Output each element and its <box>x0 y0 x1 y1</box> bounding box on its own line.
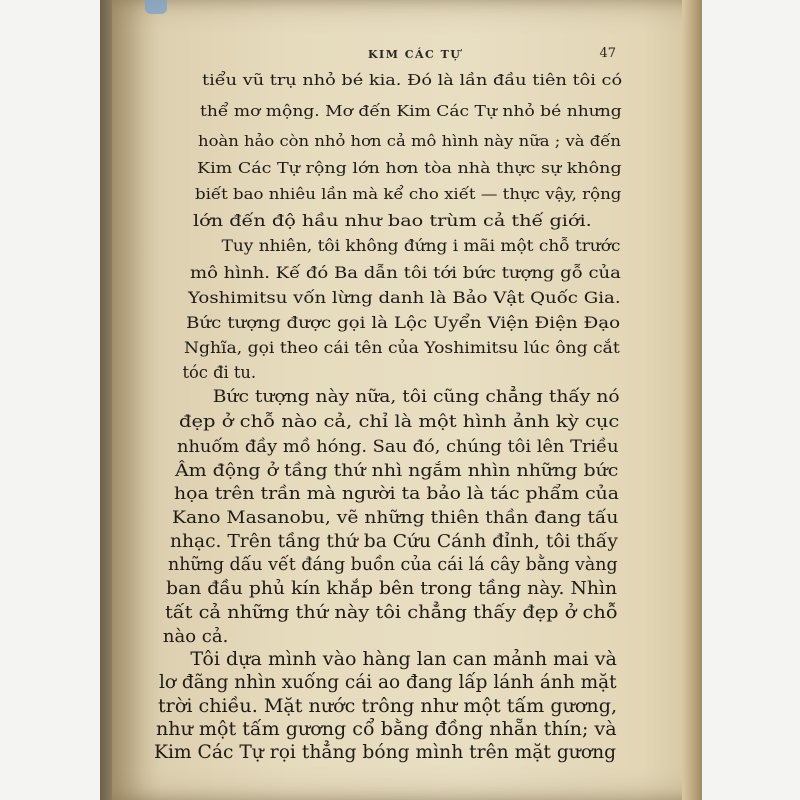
page-number: 47 <box>599 46 616 61</box>
text-line: tóc đi tu. <box>182 362 257 382</box>
text-line: Yoshimitsu vốn lừng danh là Bảo Vật Quốc Gia. <box>187 288 621 308</box>
text-line: Kim Các Tự rọi thẳng bóng mình trên mặt gương <box>154 742 617 763</box>
text-line: Kano Masanobu, vẽ những thiên thần đang tấu <box>171 507 619 528</box>
text-line: mô hình. Kế đó Ba dẫn tôi tới bức tượng gỗ của <box>189 262 621 282</box>
text-line: đẹp ở chỗ nào cả, chỉ là một hình ảnh kỳ cục <box>178 411 620 431</box>
blue-tab-corner <box>145 0 167 14</box>
text-line: như một tấm gương cổ bằng đồng nhẵn thín; và <box>155 718 617 740</box>
text-line: ban đầu phủ kín khắp bên trong tầng này. Nhìn <box>166 578 618 599</box>
text-line: nhạc. Trên tầng thứ ba Cứu Cánh đỉnh, tôi thấy <box>170 531 618 552</box>
text-line: lơ đãng nhìn xuống cái ao đang lấp lánh ánh mặt <box>159 672 617 694</box>
page-header <box>160 44 630 66</box>
text-line: Bức tượng được gọi là Lộc Uyển Viện Điện Đạo <box>186 313 621 333</box>
text-line: nhuốm đầy mồ hóng. Sau đó, chúng tôi lên Triều <box>177 435 619 456</box>
text-line: Tôi dựa mình vào hàng lan can mảnh mai và <box>190 649 617 671</box>
text-line: Kim Các Tự rộng lớn hơn tòa nhà thực sự không <box>196 158 622 177</box>
text-line: Âm động ở tầng thứ nhì ngắm nhìn những bức <box>175 459 619 480</box>
text-line: lớn đến độ hầu như bao trùm cả thế giới. <box>193 211 592 230</box>
running-title: KIM CÁC TỰ <box>368 48 462 61</box>
text-line: những dấu vết đáng buồn của cái lá cây bằng vàng <box>168 555 618 576</box>
text-line: hoàn hảo còn nhỏ hơn cả mô hình này nữa ; và đến <box>198 131 622 150</box>
text-line: thể mơ mộng. Mơ đến Kim Các Tự nhỏ bé nhưng <box>200 103 622 121</box>
text-line: tiểu vũ trụ nhỏ bé kia. Đó là lần đầu tiên tôi có <box>202 72 623 89</box>
text-line: Tuy nhiên, tôi không đứng i mãi một chỗ trước <box>221 237 621 256</box>
text-line: Bức tượng này nữa, tôi cũng chẳng thấy nó <box>212 387 620 407</box>
text-line: Nghĩa, gọi theo cái tên của Yoshimitsu lúc ông cắt <box>184 338 620 357</box>
text-line: trời chiều. Mặt nước trông như một tấm gương, <box>157 695 617 717</box>
text-line: nào cả. <box>162 625 229 647</box>
text-line: họa trên trần mà người ta bảo là tác phẩm của <box>173 483 619 504</box>
text-line: biết bao nhiêu lần mà kể cho xiết — thực vậy, rộng <box>194 185 622 204</box>
page-right-edge <box>682 0 702 800</box>
text-line: tất cả những thứ này tôi chẳng thấy đẹp ở chỗ <box>164 602 618 624</box>
